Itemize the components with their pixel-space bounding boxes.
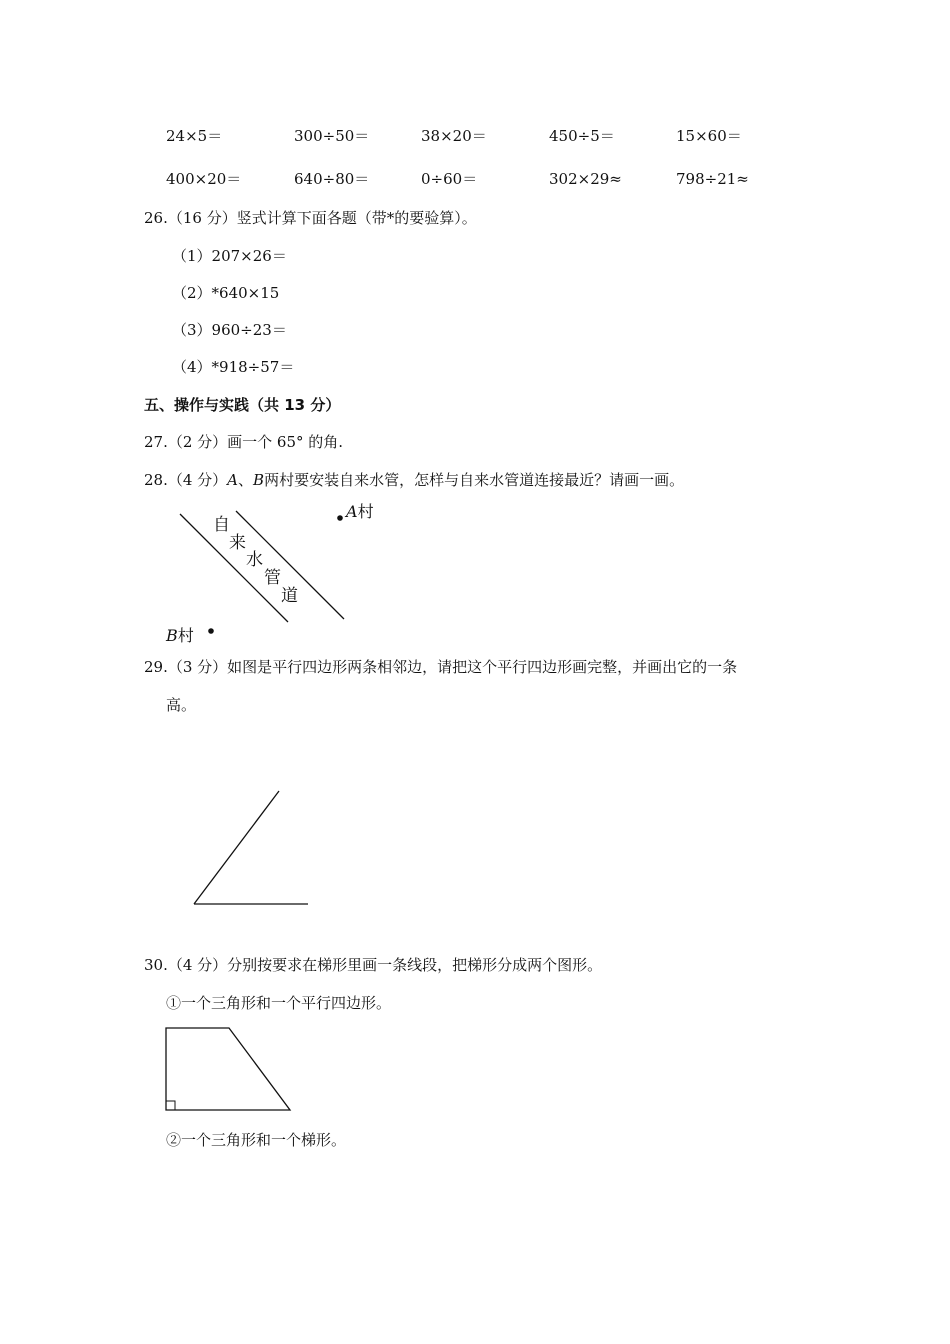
q26-item-1: （1）207×26＝: [172, 247, 287, 265]
calc-1-4: 450÷5＝: [549, 127, 615, 145]
q28-var-b: B: [253, 471, 265, 489]
section-title: 五、操作与实践（共 13 分）: [144, 396, 341, 414]
q28-stem-prefix: 28.（4 分）: [144, 471, 228, 489]
q29-stem-line2: 高。: [166, 696, 197, 714]
pipe-char-4: 管: [264, 568, 281, 588]
q28-stem-rest: 两村要安装自来水管，怎样与自来水管道连接最近？请画一画。: [264, 471, 685, 489]
village-a-word: 村: [357, 502, 374, 521]
pipe-char-1: 自: [213, 515, 230, 535]
q26-item-2: （2）*640×15: [172, 284, 280, 302]
q27-stem: 27.（2 分）画一个 65° 的角.: [144, 433, 344, 451]
pipe-char-5: 道: [281, 586, 298, 606]
village-b-letter: B: [166, 626, 178, 645]
calc-2-4: 302×29≈: [549, 170, 622, 188]
q26-item-4: （4）*918÷57＝: [172, 358, 295, 376]
q30-item-1: ①一个三角形和一个平行四边形。: [166, 994, 392, 1012]
q26-stem: 26.（16 分）竖式计算下面各题（带*的要验算）。: [144, 209, 477, 227]
q28-sep: 、: [238, 471, 254, 489]
calc-2-3: 0÷60＝: [421, 170, 478, 188]
calc-1-2: 300÷50＝: [294, 127, 370, 145]
right-angle-mark: [166, 1101, 175, 1110]
q30-item-2: ②一个三角形和一个梯形。: [166, 1131, 347, 1149]
village-b-word: 村: [177, 626, 194, 645]
calc-2-5: 798÷21≈: [676, 170, 749, 188]
q28-var-a: A: [227, 471, 239, 489]
pipe-char-3: 水: [246, 550, 263, 570]
village-a-letter: A: [346, 502, 358, 521]
calc-2-1: 400×20＝: [166, 170, 242, 188]
calc-1-3: 38×20＝: [421, 127, 487, 145]
pipe-char-2: 来: [229, 533, 246, 553]
calc-1-1: 24×5＝: [166, 127, 223, 145]
trapezoid-shape: [166, 1028, 290, 1110]
calc-2-2: 640÷80＝: [294, 170, 370, 188]
q29-stem-line1: 29.（3 分）如图是平行四边形两条相邻边，请把这个平行四边形画完整，并画出它的一条: [144, 658, 738, 676]
calc-1-5: 15×60＝: [676, 127, 742, 145]
q30-stem: 30.（4 分）分别按要求在梯形里画一条线段，把梯形分成两个图形。: [144, 956, 603, 974]
q26-item-3: （3）960÷23＝: [172, 321, 287, 339]
